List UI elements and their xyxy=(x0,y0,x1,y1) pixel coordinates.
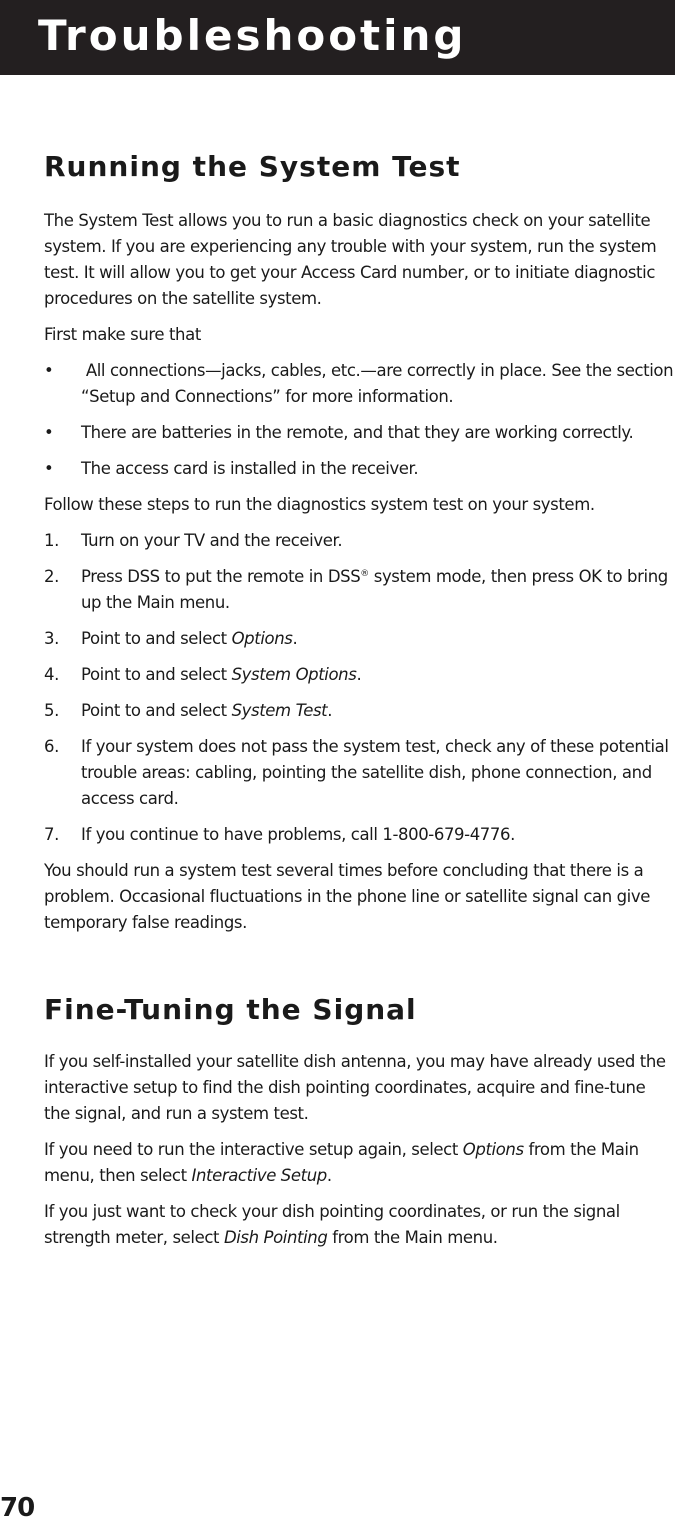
step-text: Point to and select xyxy=(81,665,232,684)
step-text: Point to and select xyxy=(81,701,232,720)
step-text: . xyxy=(292,629,298,648)
step-item xyxy=(44,734,674,812)
section-system-test xyxy=(44,148,674,936)
step-text: . xyxy=(327,701,333,720)
step-item xyxy=(44,626,674,652)
steps-list xyxy=(44,528,674,848)
fine-tuning-para-3 xyxy=(44,1199,674,1251)
step-text: Point to and select xyxy=(81,629,232,648)
step-item xyxy=(44,698,674,724)
system-test-intro: The System Test allows you to run a basic diagnostics check on your satellite system. If you are experiencing any trouble with your system, run the system test. It will allow you to get your Access Card number, or to initiate diagnostic procedures on the satellite system. xyxy=(44,211,657,308)
checklist-item xyxy=(44,358,674,410)
para-text: from the Main menu. xyxy=(327,1228,498,1247)
first-make-sure: First make sure that xyxy=(44,325,201,344)
bullet-marker: • xyxy=(44,361,54,380)
checklist-item xyxy=(44,420,674,446)
page-content xyxy=(44,148,674,1261)
step-text: If your system does not pass the system test, check any of these potential trouble areas: cabling, pointing the satellite dish, phone connection, and access card. xyxy=(81,737,669,808)
fine-tuning-para-2 xyxy=(44,1137,674,1189)
step-text: system mode, then press OK to bring up the Main menu. xyxy=(81,567,668,612)
step-number: 1. xyxy=(44,531,59,550)
page-number: 70 xyxy=(0,1493,35,1523)
checklist-item xyxy=(44,456,674,482)
section-title-fine-tuning: Fine-Tuning the Signal xyxy=(44,993,417,1026)
checklist xyxy=(44,358,674,482)
checklist-item-text: All connections—jacks, cables, etc.—are correctly in place. See the section “Setup and Connections” for more information. xyxy=(81,361,674,406)
step-text: Turn on your TV and the receiver. xyxy=(81,531,343,550)
fine-tuning-para-1: If you self-installed your satellite dish antenna, you may have already used the interactive setup to find the dish pointing coordinates, acquire and fine-tune the signal, and run a system test. xyxy=(44,1052,666,1123)
section-title-system-test: Running the System Test xyxy=(44,150,461,183)
step-number: 7. xyxy=(44,825,59,844)
step-number: 4. xyxy=(44,665,59,684)
checklist-item-text: There are batteries in the remote, and that they are working correctly. xyxy=(81,423,634,442)
registered-mark: ® xyxy=(360,569,369,579)
page-title: Troubleshooting xyxy=(38,11,467,60)
step-text: Press DSS to put the remote in DSS xyxy=(81,567,361,586)
step-item xyxy=(44,564,674,616)
menu-option-name: System Test xyxy=(231,701,328,720)
bullet-marker: • xyxy=(44,459,54,478)
step-item xyxy=(44,528,674,554)
step-item xyxy=(44,822,674,848)
section-fine-tuning xyxy=(44,991,674,1251)
menu-option-name: Interactive Setup xyxy=(191,1166,327,1185)
step-item xyxy=(44,662,674,688)
follow-steps: Follow these steps to run the diagnostics system test on your system. xyxy=(44,495,595,514)
step-number: 5. xyxy=(44,701,59,720)
step-number: 2. xyxy=(44,567,59,586)
para-text: from the Main menu, then select xyxy=(44,1140,639,1185)
menu-option-name: Options xyxy=(231,629,293,648)
step-text: If you continue to have problems, call 1-800-679-4776. xyxy=(81,825,515,844)
step-text: . xyxy=(356,665,362,684)
para-text: . xyxy=(326,1166,332,1185)
bullet-marker: • xyxy=(44,423,54,442)
menu-option-name: System Options xyxy=(231,665,357,684)
menu-option-name: Dish Pointing xyxy=(223,1228,328,1247)
checklist-item-text: The access card is installed in the receiver. xyxy=(81,459,419,478)
step-number: 3. xyxy=(44,629,59,648)
menu-option-name: Options xyxy=(462,1140,524,1159)
step-number: 6. xyxy=(44,737,59,756)
system-test-closing: You should run a system test several times before concluding that there is a problem. Occasional fluctuations in the phone line or satellite signal can give temporary false readings. xyxy=(44,861,650,932)
header-bar xyxy=(0,0,675,75)
para-text: If you need to run the interactive setup again, select xyxy=(44,1140,463,1159)
para-text: If you just want to check your dish pointing coordinates, or run the signal strength meter, select xyxy=(44,1202,620,1247)
